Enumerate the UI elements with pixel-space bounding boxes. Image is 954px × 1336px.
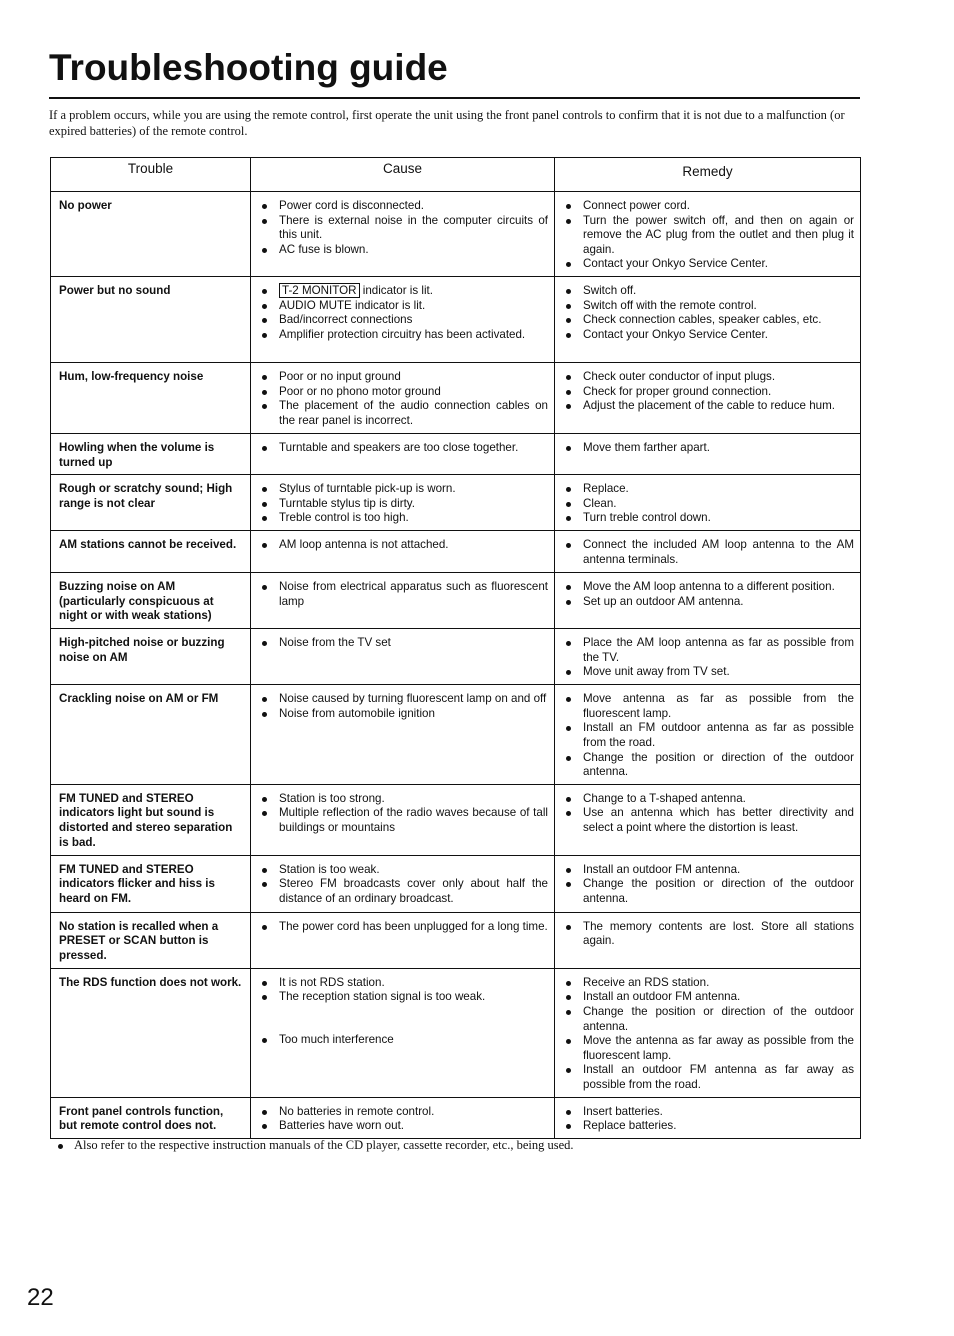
cause-item: AM loop antenna is not attached. — [259, 538, 548, 553]
table-header-row — [51, 158, 861, 192]
cause-item: Too much interference — [259, 1033, 548, 1048]
remedy-item: Use an antenna which has better directivity and select a point where the distortion is least. — [563, 806, 854, 835]
cause-cell — [251, 475, 555, 531]
remedy-cell — [555, 629, 861, 685]
trouble-cell: Front panel controls function, but remote control does not. — [51, 1097, 251, 1138]
table-row — [51, 1097, 861, 1138]
trouble-cell: Rough or scratchy sound; High range is not clear — [51, 475, 251, 531]
cause-cell — [251, 192, 555, 277]
cause-item: AC fuse is blown. — [259, 243, 548, 258]
remedy-item: Replace. — [563, 482, 854, 497]
remedy-cell — [555, 968, 861, 1097]
trouble-cell: Crackling noise on AM or FM — [51, 685, 251, 785]
remedy-item: Connect power cord. — [563, 199, 854, 214]
cause-cell — [251, 784, 555, 855]
remedy-item: Move the antenna as far away as possible from the fluorescent lamp. — [563, 1034, 854, 1063]
cause-item: Batteries have worn out. — [259, 1119, 548, 1134]
cause-item: Power cord is disconnected. — [259, 199, 548, 214]
remedy-item: Change the position or direction of the outdoor antenna. — [563, 1005, 854, 1034]
remedy-item: Place the AM loop antenna as far as possible from the TV. — [563, 636, 854, 665]
remedy-cell — [555, 192, 861, 277]
cause-item: Station is too strong. — [259, 792, 548, 807]
remedy-item: Switch off. — [563, 284, 854, 299]
remedy-item: Check for proper ground connection. — [563, 385, 854, 400]
remedy-item: Check connection cables, speaker cables, etc. — [563, 313, 854, 328]
trouble-cell: Howling when the volume is turned up — [51, 434, 251, 475]
cause-item: Poor or no phono motor ground — [259, 385, 548, 400]
remedy-cell — [555, 912, 861, 968]
remedy-item: Replace batteries. — [563, 1119, 854, 1134]
remedy-item: Change the position or direction of the outdoor antenna. — [563, 751, 854, 780]
remedy-item: Turn treble control down. — [563, 511, 854, 526]
table-row — [51, 629, 861, 685]
t2-monitor-indicator-label: T-2 MONITOR — [279, 283, 360, 298]
remedy-item: Install an outdoor FM antenna as far away as possible from the road. — [563, 1063, 854, 1092]
cause-item: It is not RDS station. — [259, 976, 548, 991]
remedy-cell — [555, 475, 861, 531]
cause-item: The power cord has been unplugged for a long time. — [259, 920, 548, 935]
trouble-cell: Hum, low-frequency noise — [51, 363, 251, 434]
remedy-item: Change to a T-shaped antenna. — [563, 792, 854, 807]
trouble-cell: No station is recalled when a PRESET or SCAN button is pressed. — [51, 912, 251, 968]
remedy-cell — [555, 277, 861, 363]
cause-item: Station is too weak. — [259, 863, 548, 878]
table-row — [51, 685, 861, 785]
table-row — [51, 277, 861, 363]
remedy-item: Turn the power switch off, and then on again or remove the AC plug from the outlet and then plug it again. — [563, 214, 854, 258]
cause-item: Multiple reflection of the radio waves because of tall buildings or mountains — [259, 806, 548, 835]
cause-item: Turntable stylus tip is dirty. — [259, 497, 548, 512]
table-row — [51, 434, 861, 475]
cause-item: The reception station signal is too weak. — [259, 990, 548, 1005]
cause-cell — [251, 968, 555, 1097]
trouble-cell: Buzzing noise on AM (particularly conspicuous at night or with weak stations) — [51, 573, 251, 629]
trouble-cell: The RDS function does not work. — [51, 968, 251, 1097]
remedy-cell — [555, 434, 861, 475]
cause-item: No batteries in remote control. — [259, 1105, 548, 1120]
table-row — [51, 192, 861, 277]
cause-cell — [251, 277, 555, 363]
remedy-item: Move them farther apart. — [563, 441, 854, 456]
remedy-cell — [555, 1097, 861, 1138]
cause-item: Treble control is too high. — [259, 511, 548, 526]
remedy-item: Check outer conductor of input plugs. — [563, 370, 854, 385]
remedy-item: Set up an outdoor AM antenna. — [563, 595, 854, 610]
cause-cell — [251, 629, 555, 685]
cause-item-text: indicator is lit. — [359, 284, 433, 297]
bullet-icon — [58, 1144, 63, 1149]
cause-cell — [251, 912, 555, 968]
trouble-cell: High-pitched noise or buzzing noise on AM — [51, 629, 251, 685]
table-row — [51, 784, 861, 855]
cause-item: Poor or no input ground — [259, 370, 548, 385]
cause-cell — [251, 573, 555, 629]
table-row — [51, 573, 861, 629]
remedy-cell — [555, 685, 861, 785]
remedy-item: Move unit away from TV set. — [563, 665, 854, 680]
trouble-cell: No power — [51, 192, 251, 277]
page-number: 22 — [27, 1284, 54, 1311]
remedy-item: The memory contents are lost. Store all stations again. — [563, 920, 854, 949]
table-row — [51, 363, 861, 434]
table-row — [51, 855, 861, 912]
cause-item: Turntable and speakers are too close together. — [259, 441, 548, 456]
remedy-item: Insert batteries. — [563, 1105, 854, 1120]
remedy-item: Move antenna as far as possible from the fluorescent lamp. — [563, 692, 854, 721]
cause-cell — [251, 434, 555, 475]
troubleshooting-table — [50, 157, 861, 1139]
cause-cell — [251, 855, 555, 912]
cause-item: The placement of the audio connection cables on the rear panel is incorrect. — [259, 399, 548, 428]
trouble-cell: FM TUNED and STEREO indicators flicker and hiss is heard on FM. — [51, 855, 251, 912]
cause-cell — [251, 363, 555, 434]
remedy-item: Install an FM outdoor antenna as far as possible from the road. — [563, 721, 854, 750]
remedy-item: Change the position or direction of the outdoor antenna. — [563, 877, 854, 906]
cause-item: Bad/incorrect connections — [259, 313, 548, 328]
remedy-item: Install an outdoor FM antenna. — [563, 990, 854, 1005]
remedy-item: Receive an RDS station. — [563, 976, 854, 991]
cause-item: Noise from electrical apparatus such as fluorescent lamp — [259, 580, 548, 609]
remedy-item: Switch off with the remote control. — [563, 299, 854, 314]
table-row — [51, 475, 861, 531]
remedy-item: Install an outdoor FM antenna. — [563, 863, 854, 878]
remedy-item: Contact your Onkyo Service Center. — [563, 257, 854, 272]
trouble-cell: AM stations cannot be received. — [51, 531, 251, 573]
cause-item: Amplifier protection circuitry has been activated. — [259, 328, 548, 343]
page-title: Troubleshooting guide — [49, 47, 448, 88]
remedy-item: Clean. — [563, 497, 854, 512]
header-cause: Cause — [251, 158, 555, 192]
header-trouble: Trouble — [51, 158, 251, 192]
title-underline — [49, 97, 860, 99]
trouble-cell: Power but no sound — [51, 277, 251, 363]
cause-item: Stereo FM broadcasts cover only about half the distance of an ordinary broadcast. — [259, 877, 548, 906]
cause-item: Noise from automobile ignition — [259, 707, 548, 722]
remedy-item: Move the AM loop antenna to a different position. — [563, 580, 854, 595]
table-row — [51, 968, 861, 1097]
trouble-cell: FM TUNED and STEREO indicators light but sound is distorted and stereo separation is bad. — [51, 784, 251, 855]
header-remedy: Remedy — [555, 158, 861, 192]
remedy-cell — [555, 531, 861, 573]
footnote — [58, 1138, 858, 1153]
intro-paragraph: If a problem occurs, while you are using the remote control, first operate the unit using the front panel controls to confirm that it is not due to a malfunction (or expired batteries) of the remote control. — [49, 108, 845, 138]
table-row — [51, 912, 861, 968]
cause-cell — [251, 685, 555, 785]
cause-cell — [251, 1097, 555, 1138]
remedy-cell — [555, 784, 861, 855]
remedy-cell — [555, 855, 861, 912]
cause-item: Stylus of turntable pick-up is worn. — [259, 482, 548, 497]
remedy-cell — [555, 573, 861, 629]
table-row — [51, 531, 861, 573]
cause-item: Noise caused by turning fluorescent lamp on and off — [259, 692, 548, 707]
footnote-text: Also refer to the respective instruction manuals of the CD player, cassette recorder, etc., being used. — [74, 1138, 574, 1152]
remedy-item: Contact your Onkyo Service Center. — [563, 328, 854, 343]
cause-item: AUDIO MUTE indicator is lit. — [259, 299, 548, 314]
cause-item — [259, 284, 548, 299]
cause-cell — [251, 531, 555, 573]
remedy-cell — [555, 363, 861, 434]
cause-item: Noise from the TV set — [259, 636, 548, 651]
cause-item: There is external noise in the computer circuits of this unit. — [259, 214, 548, 243]
remedy-item: Connect the included AM loop antenna to the AM antenna terminals. — [563, 538, 854, 567]
remedy-item: Adjust the placement of the cable to reduce hum. — [563, 399, 854, 414]
